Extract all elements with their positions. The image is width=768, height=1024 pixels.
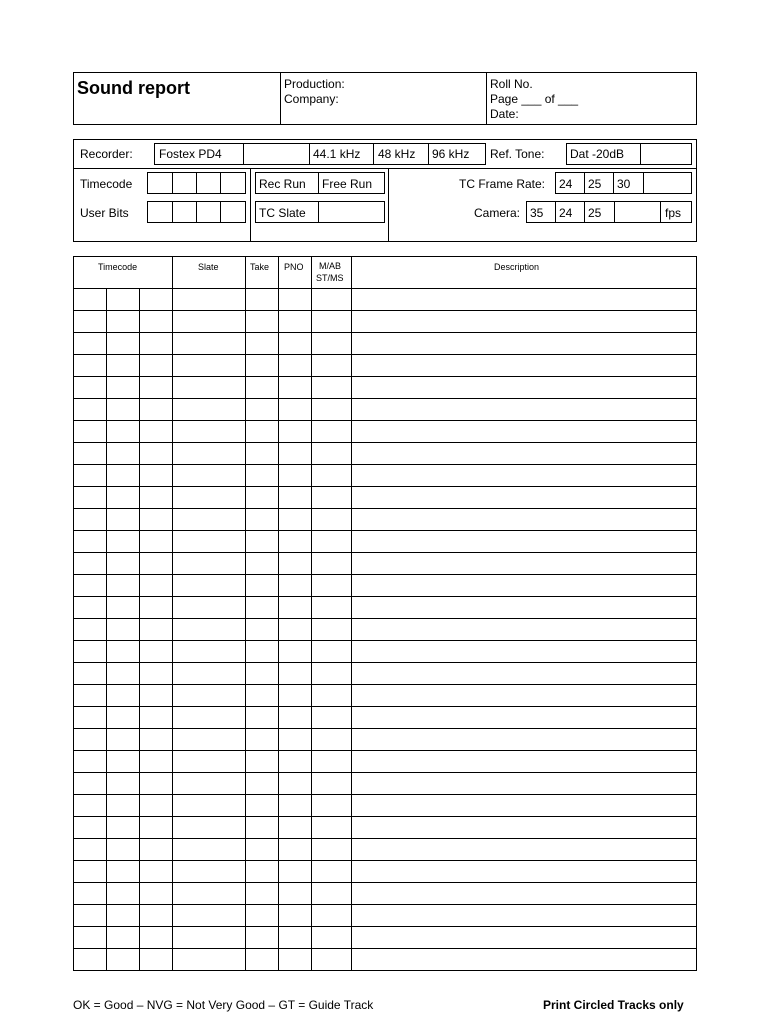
col-stms-header: ST/MS bbox=[316, 273, 344, 283]
table-row bbox=[73, 684, 697, 685]
divider bbox=[73, 168, 697, 169]
col-mab-header: M/AB bbox=[319, 261, 342, 271]
report-title: Sound report bbox=[77, 78, 190, 98]
table-row bbox=[73, 662, 697, 663]
roll-label: Roll No. bbox=[490, 77, 533, 91]
footer-note: Print Circled Tracks only bbox=[543, 998, 684, 1012]
production-label: Production: bbox=[284, 77, 345, 91]
table-row bbox=[73, 640, 697, 641]
frame-rate-25: 25 bbox=[588, 177, 602, 191]
table-row bbox=[73, 530, 697, 531]
tc-slate-label: TC Slate bbox=[259, 206, 306, 220]
divider bbox=[280, 72, 281, 125]
divider bbox=[486, 72, 487, 125]
table-row bbox=[73, 442, 697, 443]
table-row bbox=[73, 376, 697, 377]
recorder-label: Recorder: bbox=[80, 147, 133, 161]
column-line bbox=[351, 256, 352, 970]
table-row bbox=[73, 838, 697, 839]
user-bits-label: User Bits bbox=[80, 206, 129, 220]
col-pno-header: PNO bbox=[284, 262, 304, 272]
table-row bbox=[73, 882, 697, 883]
rate-48-label: 48 kHz bbox=[378, 147, 416, 161]
table-row bbox=[73, 728, 697, 729]
col-description-header: Description bbox=[494, 262, 540, 272]
column-line bbox=[172, 256, 173, 970]
table-row bbox=[73, 904, 697, 905]
table-row bbox=[73, 486, 697, 487]
frame-rate-other-field[interactable] bbox=[643, 172, 692, 194]
table-row bbox=[73, 794, 697, 795]
table-row bbox=[73, 750, 697, 751]
table-row bbox=[73, 574, 697, 575]
table-row bbox=[73, 288, 697, 289]
table-row bbox=[73, 354, 697, 355]
ref-tone-value: Dat -20dB bbox=[570, 147, 625, 161]
timecode-cell[interactable] bbox=[196, 172, 221, 194]
camera-35: 35 bbox=[530, 206, 544, 220]
col-slate-header: Slate bbox=[198, 262, 219, 272]
column-line bbox=[245, 256, 246, 970]
ref-tone-label: Ref. Tone: bbox=[490, 147, 545, 161]
tc-frame-rate-label: TC Frame Rate: bbox=[459, 177, 546, 191]
table-row bbox=[73, 332, 697, 333]
table-row bbox=[73, 706, 697, 707]
table-row bbox=[73, 420, 697, 421]
col-timecode-header: Timecode bbox=[98, 262, 138, 272]
table-row bbox=[73, 464, 697, 465]
user-bits-cell[interactable] bbox=[147, 201, 173, 223]
page-label: Page ___ of ___ bbox=[490, 92, 579, 106]
divider bbox=[250, 168, 251, 242]
table-row bbox=[73, 508, 697, 509]
log-table bbox=[73, 256, 697, 971]
camera-other-field[interactable] bbox=[614, 201, 661, 223]
recorder-value: Fostex PD4 bbox=[159, 147, 222, 161]
table-row bbox=[73, 926, 697, 927]
recorder-extra-field[interactable] bbox=[243, 143, 310, 165]
timecode-cell[interactable] bbox=[147, 172, 173, 194]
timecode-cell[interactable] bbox=[172, 172, 197, 194]
frame-rate-30: 30 bbox=[617, 177, 631, 191]
table-row bbox=[73, 816, 697, 817]
column-line bbox=[139, 288, 140, 970]
column-line bbox=[311, 256, 312, 970]
tc-slate-extra-field[interactable] bbox=[318, 201, 385, 223]
divider bbox=[388, 168, 389, 242]
table-row bbox=[73, 948, 697, 949]
ref-tone-extra-field[interactable] bbox=[640, 143, 692, 165]
column-line bbox=[106, 288, 107, 970]
timecode-cell[interactable] bbox=[220, 172, 246, 194]
timecode-label: Timecode bbox=[80, 177, 133, 191]
table-row bbox=[73, 772, 697, 773]
date-label: Date: bbox=[490, 107, 519, 121]
table-row bbox=[73, 860, 697, 861]
camera-label: Camera: bbox=[474, 206, 521, 220]
table-row bbox=[73, 618, 697, 619]
free-run-label: Free Run bbox=[322, 177, 373, 191]
table-row bbox=[73, 310, 697, 311]
camera-25: 25 bbox=[588, 206, 602, 220]
fps-label: fps bbox=[665, 206, 682, 220]
table-row bbox=[73, 596, 697, 597]
footer-legend: OK = Good – NVG = Not Very Good – GT = Guide Track bbox=[73, 998, 374, 1012]
column-line bbox=[278, 256, 279, 970]
rate-96-label: 96 kHz bbox=[432, 147, 470, 161]
col-take-header: Take bbox=[250, 262, 270, 272]
table-row bbox=[73, 552, 697, 553]
user-bits-cell[interactable] bbox=[172, 201, 197, 223]
company-label: Company: bbox=[284, 92, 339, 106]
user-bits-cell[interactable] bbox=[220, 201, 246, 223]
rate-44-label: 44.1 kHz bbox=[313, 147, 361, 161]
table-row bbox=[73, 398, 697, 399]
camera-24: 24 bbox=[559, 206, 573, 220]
frame-rate-24: 24 bbox=[559, 177, 573, 191]
rec-run-label: Rec Run bbox=[259, 177, 306, 191]
user-bits-cell[interactable] bbox=[196, 201, 221, 223]
